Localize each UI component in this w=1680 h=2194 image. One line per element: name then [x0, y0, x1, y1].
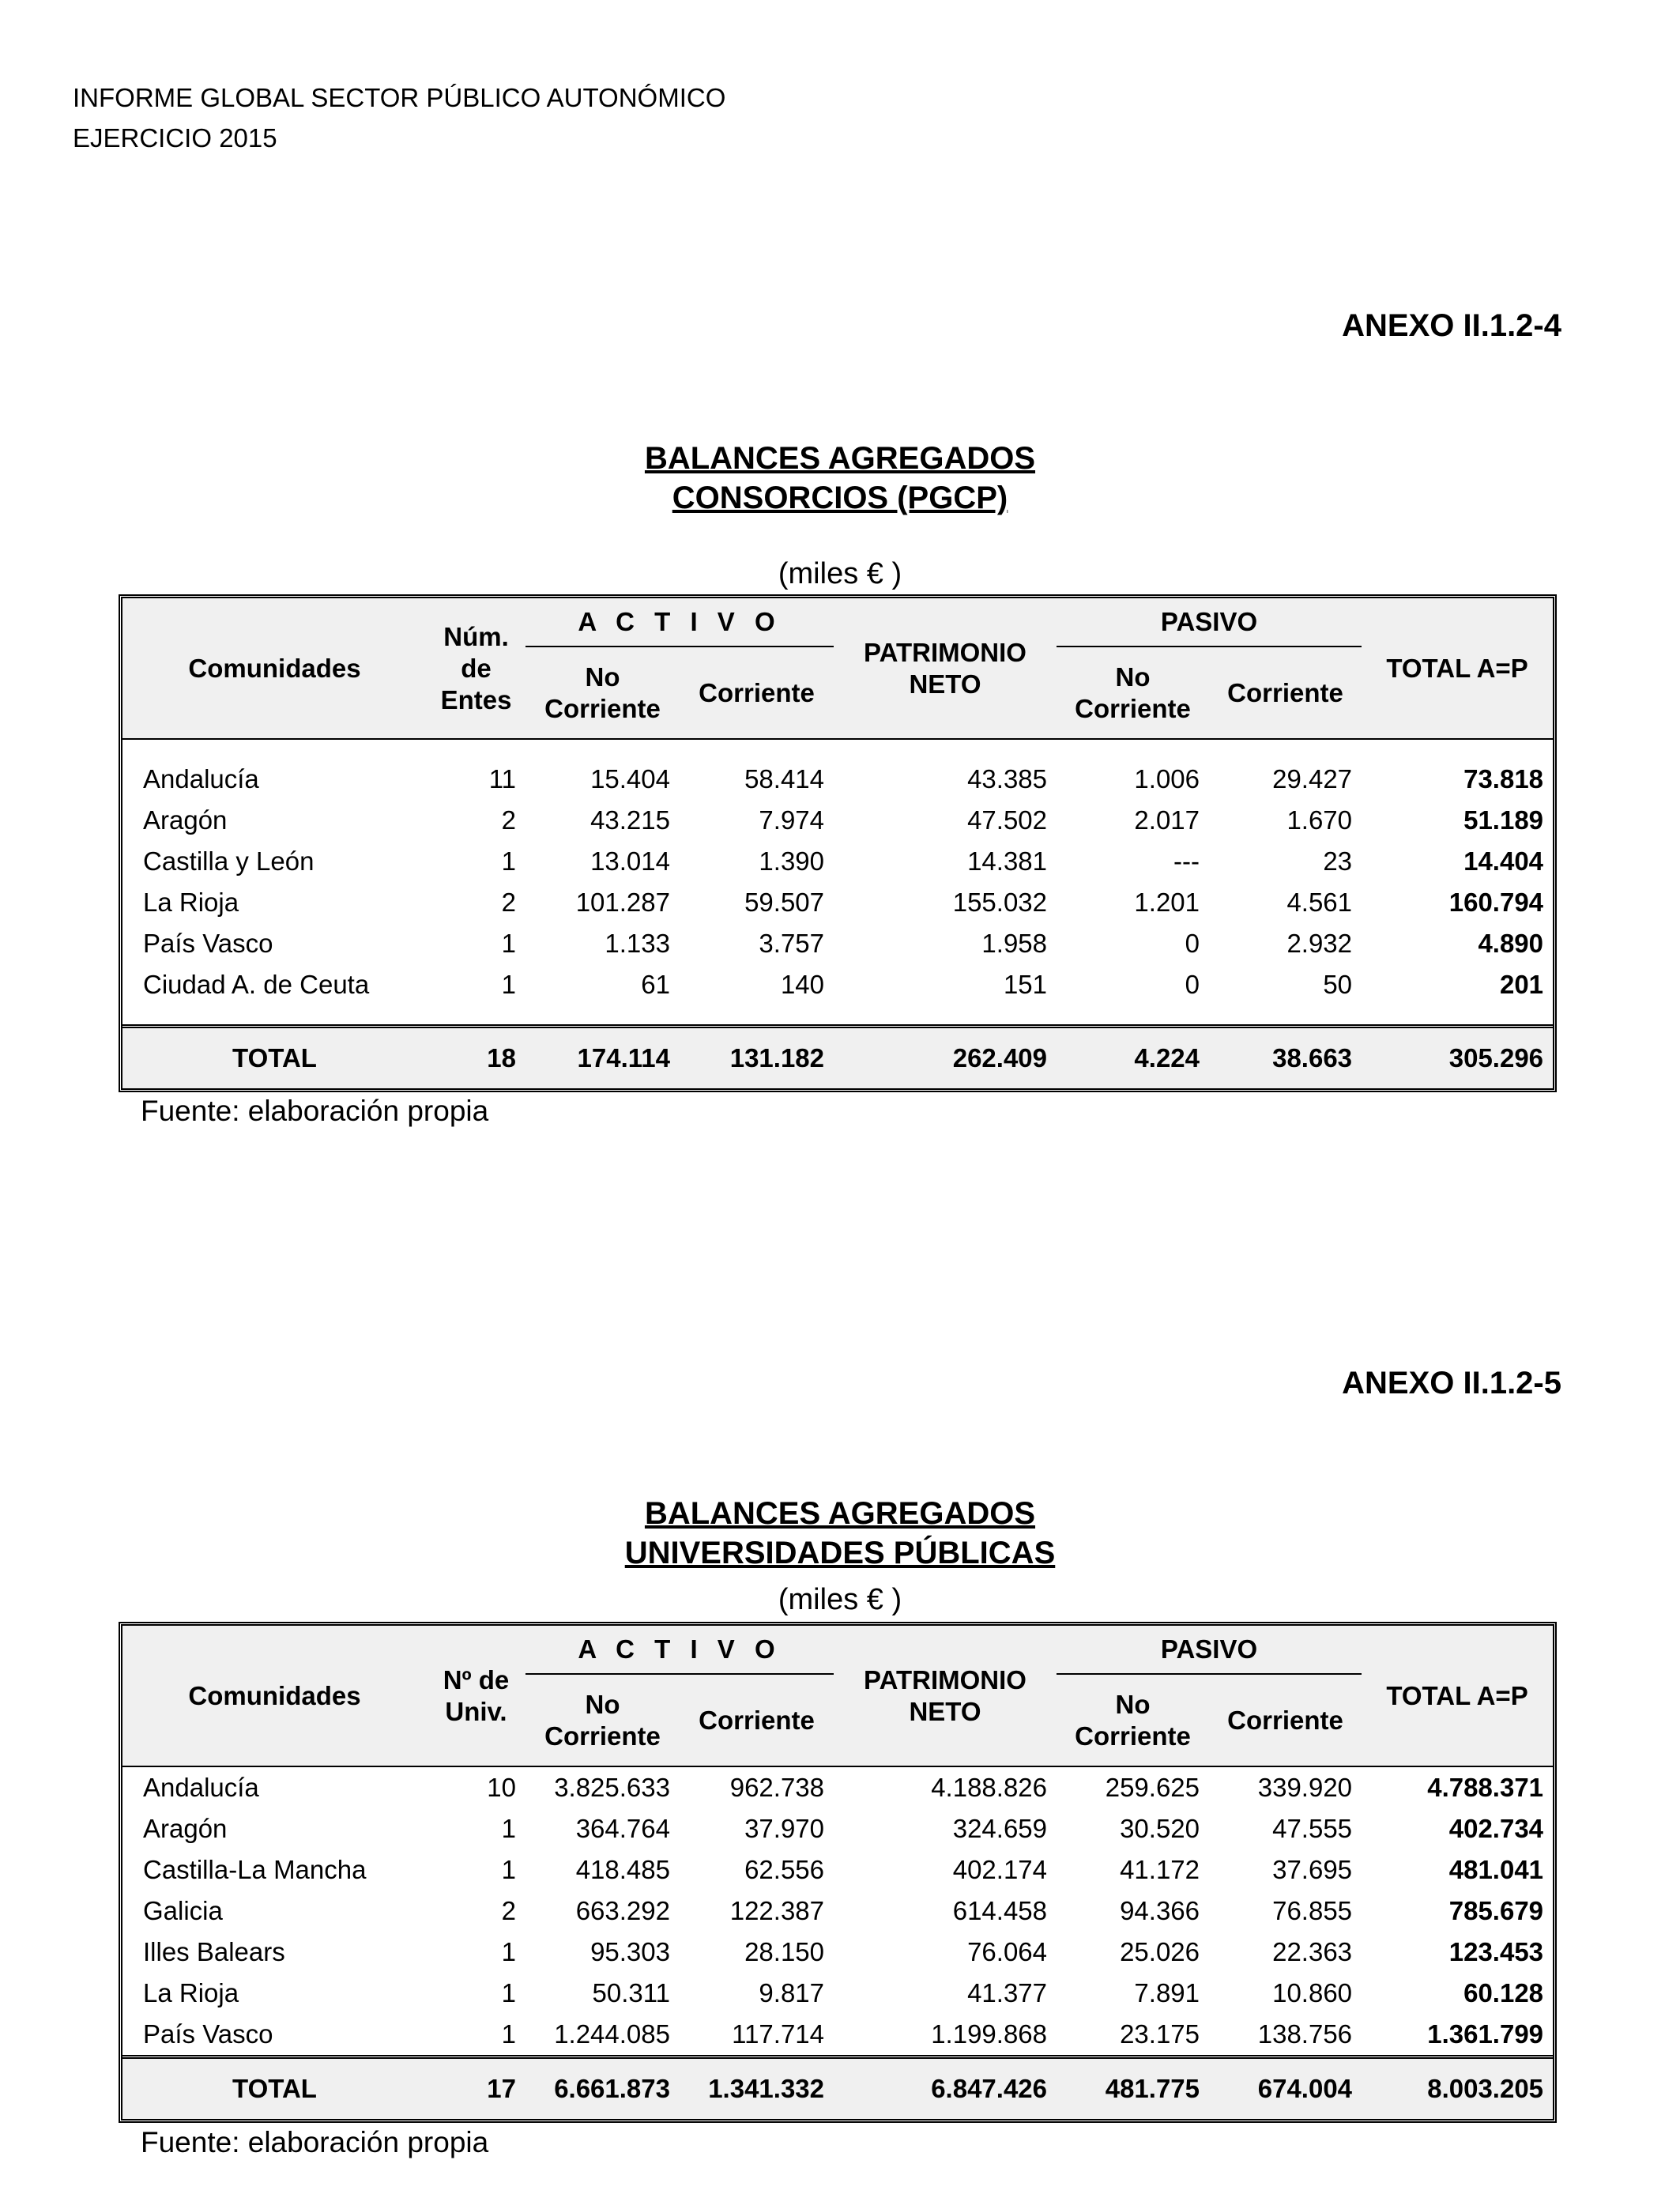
cell-pasivo-corriente: 29.427 [1272, 764, 1353, 794]
total-total: 305.296 [1362, 1027, 1553, 1089]
cell-pasivo-no-corriente: 30.520 [1120, 1814, 1200, 1843]
cell-pasivo-no-corriente: 41.172 [1120, 1855, 1200, 1884]
table-row [122, 759, 1553, 800]
units-label: (miles € ) [778, 1583, 902, 1616]
cell-total: 4.788.371 [1427, 1773, 1544, 1802]
cell-patrimonio-neto: 1.199.868 [931, 2019, 1048, 2049]
header-total: TOTAL A=P [1362, 598, 1553, 739]
cell-num: 1 [501, 1855, 516, 1884]
cell-pasivo-no-corriente: 23.175 [1120, 2019, 1200, 2049]
cell-patrimonio-neto: 14.381 [967, 846, 1048, 876]
cell-pasivo-corriente: 2.932 [1286, 929, 1353, 958]
total-label: TOTAL [122, 1027, 427, 1089]
table-title-line1: BALANCES AGREGADOS [644, 1496, 1036, 1531]
cell-pasivo-no-corriente: 2.017 [1134, 805, 1200, 835]
cell-patrimonio-neto: 43.385 [967, 764, 1048, 794]
cell-activo-corriente: 58.414 [744, 764, 825, 794]
cell-num: 1 [501, 970, 516, 999]
cell-pasivo-no-corriente: 259.625 [1105, 1773, 1200, 1802]
cell-pasivo-corriente: 47.555 [1272, 1814, 1353, 1843]
cell-total: 51.189 [1463, 805, 1544, 835]
table-row [122, 882, 1553, 923]
total-pasivo-no-corriente: 481.775 [1057, 2057, 1209, 2120]
cell-pasivo-no-corriente: 1.201 [1134, 888, 1200, 917]
cell-num: 10 [487, 1773, 516, 1802]
table-title-line2: UNIVERSIDADES PÚBLICAS [624, 1536, 1056, 1570]
cell-total: 123.453 [1448, 1937, 1544, 1966]
cell-comunidad: Galicia [143, 1896, 223, 1925]
annex-label: ANEXO II.1.2-4 [1342, 308, 1561, 343]
cell-patrimonio-neto: 151 [1003, 970, 1048, 999]
cell-pasivo-corriente: 37.695 [1272, 1855, 1353, 1884]
cell-comunidad: Ciudad A. de Ceuta [143, 970, 370, 999]
cell-activo-corriente: 140 [780, 970, 825, 999]
cell-pasivo-no-corriente: 0 [1185, 970, 1200, 999]
table-row [122, 1973, 1553, 2014]
header-comunidades: Comunidades [122, 598, 427, 739]
cell-pasivo-corriente: 339.920 [1257, 1773, 1353, 1802]
cell-patrimonio-neto: 47.502 [967, 805, 1048, 835]
cell-pasivo-corriente: 10.860 [1272, 1978, 1353, 2007]
cell-comunidad: Andalucía [143, 764, 259, 794]
header-pasivo-no-corriente: No Corriente [1057, 647, 1209, 739]
cell-total: 402.734 [1448, 1814, 1544, 1843]
cell-pasivo-corriente: 23 [1323, 846, 1353, 876]
source-note: Fuente: elaboración propia [141, 1095, 489, 1127]
total-activo-corriente: 131.182 [680, 1027, 834, 1089]
cell-activo-no-corriente: 61 [641, 970, 670, 999]
header-patrimonio-neto: PATRIMONIO NETO [834, 1626, 1057, 1766]
cell-patrimonio-neto: 4.188.826 [931, 1773, 1048, 1802]
total-activo-corriente: 1.341.332 [680, 2057, 834, 2120]
cell-total: 73.818 [1463, 764, 1544, 794]
cell-comunidad: Castilla-La Mancha [143, 1855, 367, 1884]
cell-num: 1 [501, 929, 516, 958]
cell-total: 14.404 [1463, 846, 1544, 876]
cell-total: 4.890 [1478, 929, 1544, 958]
header-pasivo: PASIVO [1057, 1626, 1362, 1674]
header-pasivo-corriente: Corriente [1209, 647, 1362, 739]
report-title: INFORME GLOBAL SECTOR PÚBLICO AUTONÓMICO [73, 83, 726, 112]
total-activo-no-corriente: 174.114 [525, 1027, 680, 1089]
header-activo: A C T I V O [525, 598, 834, 647]
cell-patrimonio-neto: 155.032 [952, 888, 1048, 917]
cell-activo-corriente: 962.738 [729, 1773, 825, 1802]
header-patrimonio-neto: PATRIMONIO NETO [834, 598, 1057, 739]
balance-table-universidades [119, 1622, 1557, 2123]
total-pasivo-corriente: 38.663 [1209, 1027, 1362, 1089]
cell-pasivo-no-corriente: 0 [1185, 929, 1200, 958]
table-row [122, 1891, 1553, 1932]
cell-activo-no-corriente: 1.244.085 [554, 2019, 670, 2049]
cell-activo-no-corriente: 43.215 [590, 805, 670, 835]
cell-activo-no-corriente: 95.303 [590, 1937, 670, 1966]
table-title-line1: BALANCES AGREGADOS [644, 441, 1036, 476]
cell-comunidad: La Rioja [143, 1978, 239, 2007]
cell-num: 1 [501, 2019, 516, 2049]
table-row [122, 964, 1553, 1005]
cell-activo-no-corriente: 364.764 [575, 1814, 670, 1843]
cell-activo-corriente: 3.757 [759, 929, 825, 958]
header-total: TOTAL A=P [1362, 1626, 1553, 1766]
cell-total: 785.679 [1448, 1896, 1544, 1925]
table-row [122, 800, 1553, 841]
header-pasivo-corriente: Corriente [1209, 1674, 1362, 1766]
cell-pasivo-corriente: 4.561 [1286, 888, 1353, 917]
cell-activo-no-corriente: 15.404 [590, 764, 670, 794]
table-title [0, 439, 1680, 518]
header-num-entes: Núm. de Entes [427, 598, 525, 739]
cell-comunidad: País Vasco [143, 2019, 273, 2049]
cell-activo-corriente: 9.817 [759, 1978, 825, 2007]
total-row [122, 1027, 1553, 1089]
cell-num: 1 [501, 846, 516, 876]
cell-pasivo-corriente: 22.363 [1272, 1937, 1353, 1966]
cell-comunidad: La Rioja [143, 888, 239, 917]
cell-patrimonio-neto: 614.458 [952, 1896, 1048, 1925]
table-row [122, 1849, 1553, 1891]
cell-activo-no-corriente: 418.485 [575, 1855, 670, 1884]
cell-pasivo-no-corriente: 94.366 [1120, 1896, 1200, 1925]
cell-num: 1 [501, 1937, 516, 1966]
header-pasivo: PASIVO [1057, 598, 1362, 647]
header-comunidades: Comunidades [122, 1626, 427, 1766]
cell-activo-no-corriente: 101.287 [575, 888, 670, 917]
cell-num: 11 [488, 764, 516, 794]
report-year: EJERCICIO 2015 [73, 123, 277, 153]
cell-activo-no-corriente: 13.014 [590, 846, 670, 876]
cell-num: 1 [501, 1978, 516, 2007]
cell-num: 2 [501, 888, 516, 917]
total-patrimonio-neto: 6.847.426 [834, 2057, 1057, 2120]
cell-total: 481.041 [1448, 1855, 1544, 1884]
total-pasivo-corriente: 674.004 [1209, 2057, 1362, 2120]
total-num: 18 [427, 1027, 525, 1089]
cell-patrimonio-neto: 76.064 [967, 1937, 1048, 1966]
cell-comunidad: Andalucía [143, 1773, 259, 1802]
header-activo-no-corriente: No Corriente [525, 647, 680, 739]
total-total: 8.003.205 [1362, 2057, 1553, 2120]
cell-activo-corriente: 1.390 [759, 846, 825, 876]
cell-patrimonio-neto: 1.958 [981, 929, 1048, 958]
cell-patrimonio-neto: 41.377 [967, 1978, 1048, 2007]
cell-pasivo-no-corriente: 25.026 [1120, 1937, 1200, 1966]
cell-comunidad: Aragón [143, 1814, 228, 1843]
header-activo-corriente: Corriente [680, 647, 834, 739]
cell-activo-corriente: 59.507 [744, 888, 825, 917]
total-activo-no-corriente: 6.661.873 [525, 2057, 680, 2120]
header-activo-corriente: Corriente [680, 1674, 834, 1766]
cell-comunidad: Aragón [143, 805, 228, 835]
balance-table-consorcios [119, 594, 1557, 1092]
cell-num: 2 [501, 1896, 516, 1925]
header-activo: A C T I V O [525, 1626, 834, 1674]
cell-comunidad: País Vasco [143, 929, 273, 958]
cell-comunidad: Illes Balears [143, 1937, 285, 1966]
cell-activo-no-corriente: 663.292 [575, 1896, 670, 1925]
cell-pasivo-corriente: 138.756 [1257, 2019, 1353, 2049]
cell-total: 201 [1499, 970, 1544, 999]
header-pasivo-no-corriente: No Corriente [1057, 1674, 1209, 1766]
cell-activo-corriente: 28.150 [744, 1937, 825, 1966]
cell-activo-corriente: 37.970 [744, 1814, 825, 1843]
cell-activo-no-corriente: 50.311 [592, 1978, 670, 2007]
table-title-line2: CONSORCIOS (PGCP) [672, 481, 1008, 515]
cell-activo-corriente: 7.974 [759, 805, 825, 835]
cell-activo-no-corriente: 3.825.633 [554, 1773, 670, 1802]
cell-num: 1 [501, 1814, 516, 1843]
table-row [122, 841, 1553, 882]
table-row [122, 2014, 1553, 2057]
cell-patrimonio-neto: 402.174 [952, 1855, 1048, 1884]
total-row [122, 2057, 1553, 2120]
cell-activo-corriente: 62.556 [744, 1855, 825, 1884]
table-row [122, 1766, 1553, 1808]
header-num-univ: Nº de Univ. [427, 1626, 525, 1766]
total-num: 17 [427, 2057, 525, 2120]
cell-pasivo-no-corriente: 1.006 [1134, 764, 1200, 794]
total-patrimonio-neto: 262.409 [834, 1027, 1057, 1089]
table-row [122, 1808, 1553, 1849]
cell-num: 2 [501, 805, 516, 835]
cell-pasivo-corriente: 76.855 [1272, 1896, 1353, 1925]
cell-activo-corriente: 122.387 [729, 1896, 825, 1925]
source-note: Fuente: elaboración propia [141, 2126, 489, 2158]
cell-patrimonio-neto: 324.659 [952, 1814, 1048, 1843]
annex-label: ANEXO II.1.2-5 [1342, 1366, 1561, 1400]
cell-pasivo-no-corriente: --- [1173, 846, 1200, 876]
cell-total: 160.794 [1448, 888, 1544, 917]
table-title [0, 1494, 1680, 1573]
cell-pasivo-corriente: 1.670 [1286, 805, 1353, 835]
cell-comunidad: Castilla y León [143, 846, 315, 876]
table-row [122, 1932, 1553, 1973]
document-header [73, 77, 725, 158]
total-pasivo-no-corriente: 4.224 [1057, 1027, 1209, 1089]
table-row [122, 923, 1553, 964]
units-label: (miles € ) [778, 557, 902, 590]
cell-total: 60.128 [1463, 1978, 1544, 2007]
cell-pasivo-corriente: 50 [1323, 970, 1353, 999]
cell-activo-corriente: 117.714 [732, 2019, 825, 2049]
cell-total: 1.361.799 [1427, 2019, 1544, 2049]
total-label: TOTAL [122, 2057, 427, 2120]
cell-activo-no-corriente: 1.133 [605, 929, 670, 958]
cell-pasivo-no-corriente: 7.891 [1134, 1978, 1200, 2007]
header-activo-no-corriente: No Corriente [525, 1674, 680, 1766]
